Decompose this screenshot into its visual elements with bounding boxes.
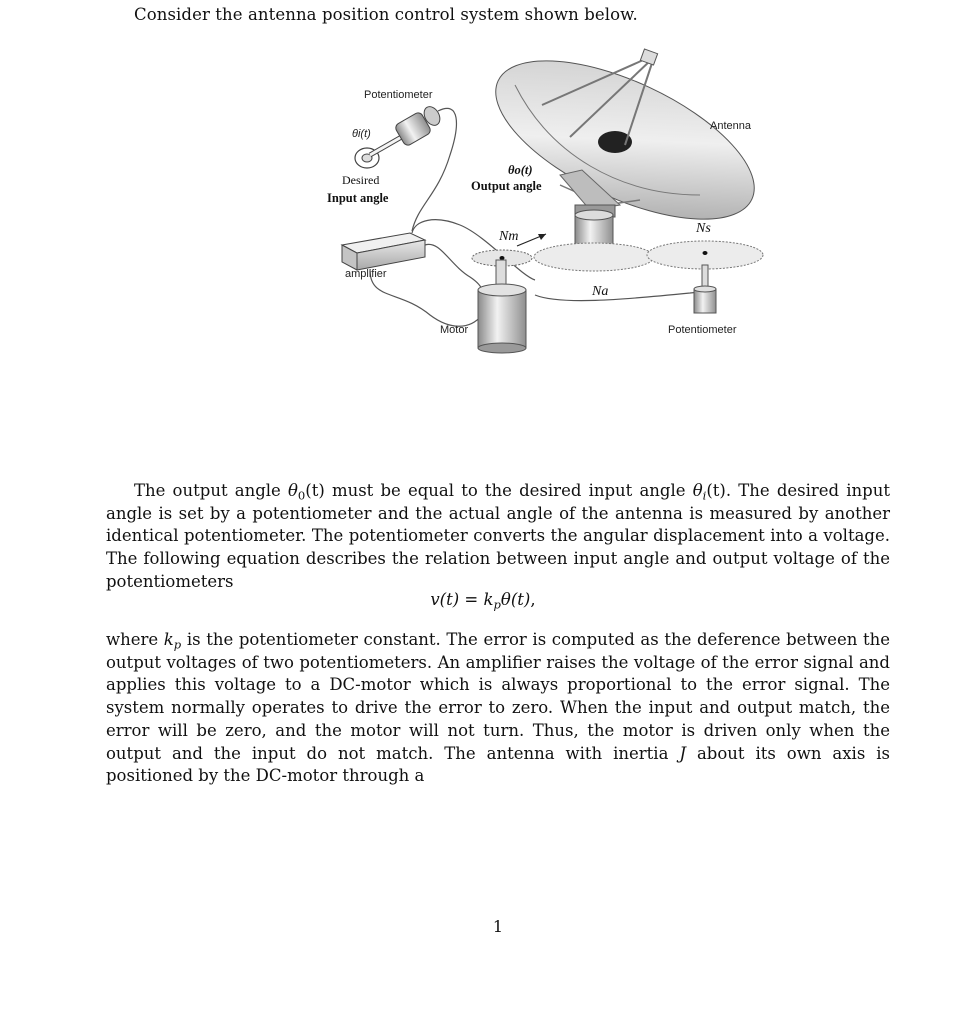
paragraph-error-motor (106, 629, 890, 788)
input-potentiometer (355, 104, 456, 231)
antenna-dish (474, 45, 770, 252)
paragraph-output-angle (106, 480, 890, 594)
p1-theta0: θ (287, 481, 298, 500)
p2-text-1: where (106, 630, 164, 649)
nm-label: Nm (499, 229, 519, 244)
p1-text-3: . The desired input angle is set by a potentiometer and the actual angle of the antenna is measured by another identical potentiometer. The potentiometer converts the angular displacement into a voltage. The following equation describes the relation between input angle and output voltage of the potentiometers (106, 481, 890, 591)
eq-rhs: θ(t) (500, 590, 531, 609)
na-label: Na (592, 284, 609, 299)
antenna-system-figure (320, 45, 770, 360)
antenna-diagram (320, 45, 770, 360)
input-angle-label: Input angle (327, 191, 389, 205)
potentiometer-input-label: Potentiometer (364, 89, 433, 101)
dc-motor (478, 260, 526, 353)
eq-k-sub: p (493, 597, 501, 612)
eq-tail: , (530, 590, 536, 609)
theta-i-label: θi(t) (352, 128, 371, 140)
p2-text-2: is the potentiometer constant. The error is computed as the deference between the output voltages of two potentiometers. An amplifier raises the voltage of the error signal and applies this voltage to a DC-motor which is always proportional to the error signal. The system normally operates to drive the error to zero. When the input and output match, the error will be zero, and the motor will not turn. Thus, the motor is driven only when the output and the input do not match. The antenna with inertia (106, 630, 890, 763)
p1-t2: (t) (706, 481, 726, 500)
p1-thetai: θ (692, 481, 703, 500)
p2-J: J (679, 743, 686, 763)
potentiometer-equation (0, 590, 966, 612)
output-angle-label: Output angle (471, 179, 542, 193)
intro-sentence: Consider the antenna position control system shown below. (134, 5, 638, 24)
p2-text-3: about its own axis is positioned by the DC-motor through a (106, 743, 890, 786)
p2-k-sub: p (173, 637, 182, 652)
motor-label: Motor (440, 324, 469, 336)
p1-thetai-sub: i (702, 488, 707, 503)
eq-k: k (483, 590, 494, 609)
feedback-wire (535, 292, 707, 303)
p2-k: k (163, 630, 174, 649)
eq-lhs: v(t) (430, 590, 460, 609)
p1-text-1: The output angle (134, 481, 288, 500)
page-number: 1 (492, 917, 504, 936)
p1-theta0-sub: 0 (297, 488, 306, 503)
output-potentiometer (694, 265, 716, 313)
amplifier-label: amplifier (345, 268, 387, 280)
desired-label: Desired (342, 173, 380, 187)
potentiometer-output-label: Potentiometer (668, 324, 737, 336)
p1-text-2: must be equal to the desired input angle (324, 481, 693, 500)
antenna-label: Antenna (710, 120, 751, 132)
p1-t1: (t) (305, 481, 325, 500)
eq-equals: = (459, 590, 484, 609)
ns-label: Ns (696, 221, 711, 236)
theta-o-label: θo(t) (508, 163, 533, 177)
